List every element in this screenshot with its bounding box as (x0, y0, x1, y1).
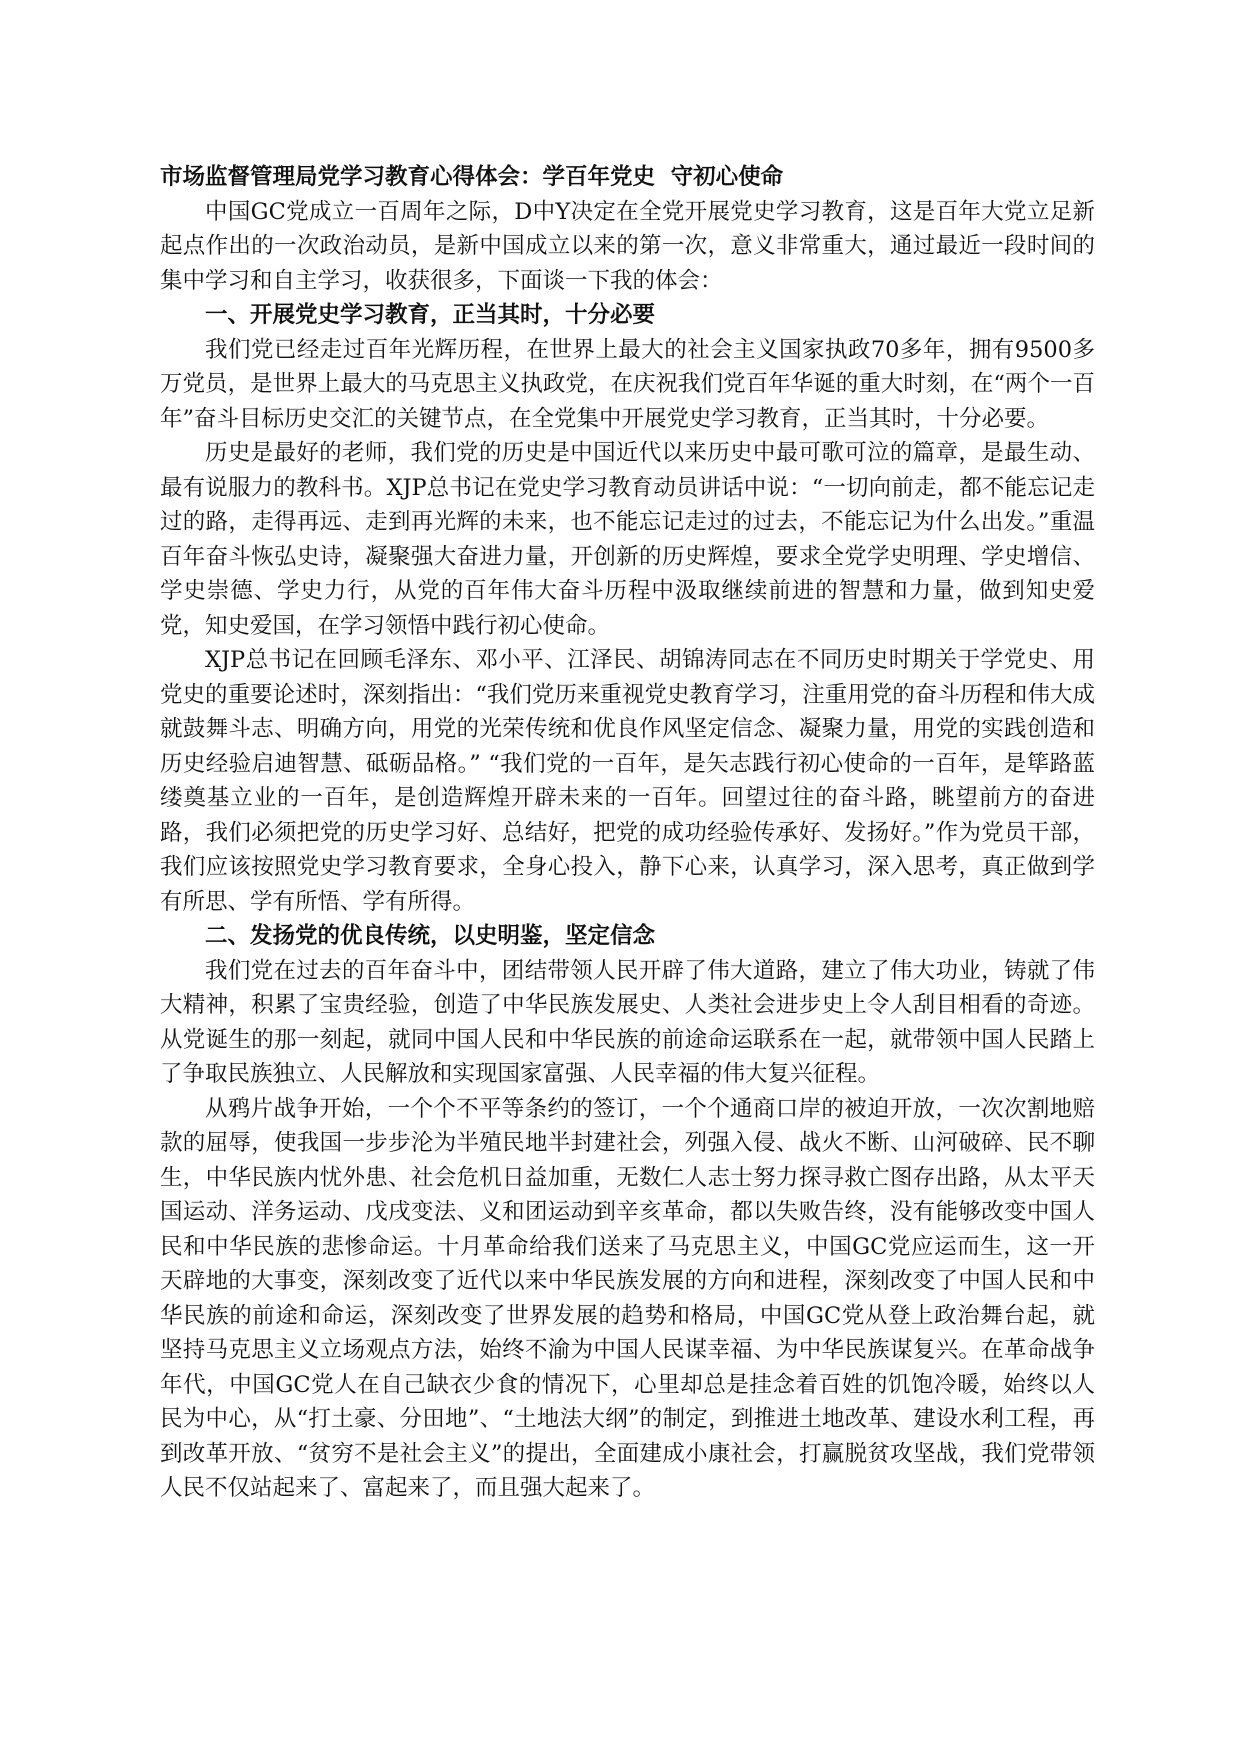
document-title: 市场监督管理局党学习教育心得体会：学百年党史 守初心使命 (160, 164, 784, 190)
intro-paragraph: 中国GC党成立一百周年之际，D中Y决定在全党开展党史学习教育，这是百年大党立足新起点作出的一次政治动员，是新中国成立以来的第一次，意义非常重大，通过最近一段时间的集中学习和自主学习，收获很多，下面谈一下我的体会： (160, 198, 1095, 294)
body-paragraph: 我们党在过去的百年奋斗中，团结带领人民开辟了伟大道路，建立了伟大功业，铸就了伟大精神，积累了宝贵经验，创造了中华民族发展史、人类社会进步史上令人刮目相看的奇迹。从党诞生的那一刻起，就同中国人民和中华民族的前途命运联系在一起，就带领中国人民踏上了争取民族独立、人民解放和实现国家富强、人民幸福的伟大复兴征程。 (160, 957, 1095, 1087)
body-paragraph: XJP总书记在回顾毛泽东、邓小平、江泽民、胡锦涛同志在不同历史时期关于学党史、用党史的重要论述时，深刻指出：“我们党历来重视党史教育学习，注重用党的奋斗历程和伟大成就鼓舞斗志、明确方向，用党的光荣传统和优良作风坚定信念、凝聚力量，用党的实践创造和历史经验启迪智慧、砥砺品格。” “我们党的一百年，是矢志践行初心使命的一百年，是筚路蓝缕奠基立业的一百年，是创造辉煌开辟未来的一百年。回望过往的奋斗路，眺望前方的奋进路，我们必须把党的历史学习好、总结好，把党的成功经验传承好、发扬好。”作为党员干部，我们应该按照党史学习教育要求，全身心投入，静下心来，认真学习，深入思考，真正做到学有所思、学有所悟、学有所得。 (160, 647, 1095, 915)
body-paragraph: 我们党已经走过百年光辉历程，在世界上最大的社会主义国家执政70多年，拥有9500多万党员，是世界上最大的马克思主义执政党，在庆祝我们党百年华诞的重大时刻，在“两个一百年”奋斗目标历史交汇的关键节点，在全党集中开展党史学习教育，正当其时，十分必要。 (160, 336, 1095, 432)
section-heading-1: 一、开展党史学习教育，正当其时，十分必要 (205, 302, 656, 328)
section-heading-2: 二、发扬党的优良传统，以史明鉴，坚定信念 (205, 923, 656, 949)
body-paragraph: 历史是最好的老师，我们党的历史是中国近代以来历史中最可歌可泣的篇章，是最生动、最有说服力的教科书。XJP总书记在党史学习教育动员讲话中说：“一切向前走，都不能忘记走过的路，走得再远、走到再光辉的未来，也不能忘记走过的过去，不能忘记为什么出发。”重温百年奋斗恢弘史诗，凝聚强大奋进力量，开创新的历史辉煌，要求全党学史明理、学史增信、学史崇德、学史力行，从党的百年伟大奋斗历程中汲取继续前进的智慧和力量，做到知史爱党，知史爱国，在学习领悟中践行初心使命。 (160, 440, 1095, 639)
document-body (160, 160, 1095, 1506)
body-paragraph: 从鸦片战争开始，一个个不平等条约的签订，一个个通商口岸的被迫开放，一次次割地赔款的屈辱，使我国一步步沦为半殖民地半封建社会，列强入侵、战火不断、山河破碎、民不聊生，中华民族内忧外患、社会危机日益加重，无数仁人志士努力探寻救亡图存出路，从太平天国运动、洋务运动、戊戌变法、义和团运动到辛亥革命，都以失败告终，没有能够改变中国人民和中华民族的悲惨命运。十月革命给我们送来了马克思主义，中国GC党应运而生，这一开天辟地的大事变，深刻改变了近代以来中华民族发展的方向和进程，深刻改变了中国人民和中华民族的前途和命运，深刻改变了世界发展的趋势和格局，中国GC党从登上政治舞台起，就坚持马克思主义立场观点方法，始终不渝为中国人民谋幸福、为中华民族谋复兴。在革命战争年代，中国GC党人在自己缺衣少食的情况下，心里却总是挂念着百姓的饥饱冷暖，始终以人民为中心，从“打土豪、分田地”、“土地法大纲”的制定，到推进土地改革、建设水利工程，再到改革开放、“贫穷不是社会主义”的提出，全面建成小康社会，打赢脱贫攻坚战，我们党带领人民不仅站起来了、富起来了，而且强大起来了。 (160, 1095, 1095, 1501)
